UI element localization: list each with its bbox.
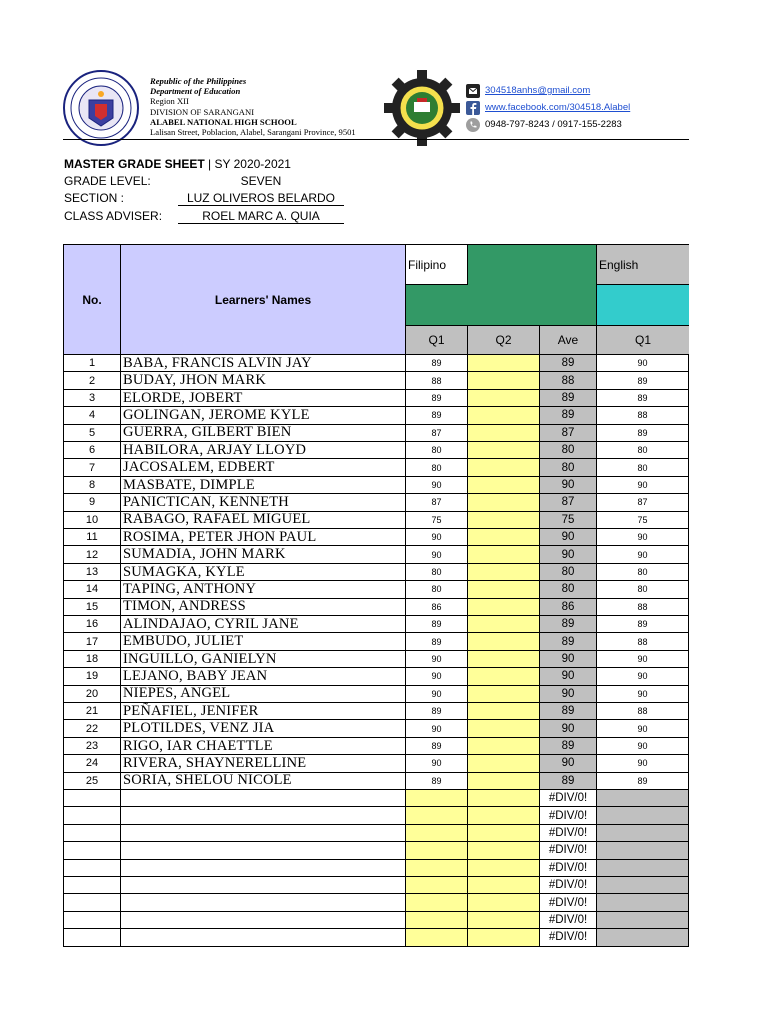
- row-number: 5: [63, 425, 121, 442]
- filipino-q2-grade[interactable]: [468, 512, 540, 529]
- empty-row-number: [63, 929, 121, 946]
- filipino-q2-grade[interactable]: [468, 773, 540, 790]
- row-number: 10: [63, 512, 121, 529]
- sheet-title-year: | SY 2020-2021: [204, 157, 291, 171]
- filipino-q1-grade[interactable]: 80: [406, 442, 468, 459]
- row-number: 8: [63, 477, 121, 494]
- english-q1-grade[interactable]: 90: [597, 720, 689, 737]
- subject-english-cyan-band: [597, 285, 689, 326]
- filipino-q1-grade[interactable]: 89: [406, 773, 468, 790]
- filipino-q2-grade[interactable]: [468, 686, 540, 703]
- empty-filipino-q1[interactable]: [406, 929, 468, 946]
- learner-name: JACOSALEM, EDBERT: [121, 459, 406, 476]
- english-q1-grade[interactable]: 80: [597, 581, 689, 598]
- empty-learner-name[interactable]: [121, 860, 406, 877]
- header-filipino-q2: Q2: [468, 326, 540, 355]
- filipino-q1-grade[interactable]: 89: [406, 633, 468, 650]
- english-q1-grade[interactable]: 89: [597, 390, 689, 407]
- learner-name: BABA, FRANCIS ALVIN JAY: [121, 355, 406, 372]
- section-label: SECTION :: [64, 191, 125, 205]
- filipino-average: 87: [540, 425, 597, 442]
- empty-filipino-average: #DIV/0!: [540, 860, 597, 877]
- english-q1-grade[interactable]: 90: [597, 668, 689, 685]
- header-divider: [63, 139, 689, 140]
- facebook-icon: [466, 101, 480, 115]
- subject-filipino-green-top: [468, 244, 597, 285]
- header-line-deped: Department of Education: [150, 86, 241, 97]
- english-q1-grade[interactable]: 90: [597, 686, 689, 703]
- filipino-q2-grade[interactable]: [468, 372, 540, 389]
- empty-filipino-q1[interactable]: [406, 877, 468, 894]
- row-number: 6: [63, 442, 121, 459]
- filipino-q2-grade[interactable]: [468, 755, 540, 772]
- learner-name: TAPING, ANTHONY: [121, 581, 406, 598]
- filipino-average: 89: [540, 407, 597, 424]
- filipino-q1-grade[interactable]: 90: [406, 477, 468, 494]
- filipino-q2-grade[interactable]: [468, 599, 540, 616]
- learner-name: RABAGO, RAFAEL MIGUEL: [121, 512, 406, 529]
- english-q1-grade[interactable]: 75: [597, 512, 689, 529]
- contact-facebook-row: [466, 99, 630, 116]
- filipino-q1-grade[interactable]: 90: [406, 529, 468, 546]
- english-q1-grade[interactable]: 80: [597, 564, 689, 581]
- filipino-q2-grade[interactable]: [468, 581, 540, 598]
- row-number: 15: [63, 599, 121, 616]
- learner-name: GOLINGAN, JEROME KYLE: [121, 407, 406, 424]
- empty-filipino-average: #DIV/0!: [540, 894, 597, 911]
- english-q1-grade[interactable]: 88: [597, 633, 689, 650]
- filipino-q1-grade[interactable]: 90: [406, 720, 468, 737]
- contact-email-row: [466, 82, 630, 99]
- filipino-q2-grade[interactable]: [468, 668, 540, 685]
- learner-name: TIMON, ANDRESS: [121, 599, 406, 616]
- empty-learner-name[interactable]: [121, 807, 406, 824]
- learner-name: INGUILLO, GANIELYN: [121, 651, 406, 668]
- header-filipino-ave: Ave: [540, 326, 597, 355]
- filipino-q1-grade[interactable]: 90: [406, 755, 468, 772]
- filipino-q1-grade[interactable]: 87: [406, 425, 468, 442]
- row-number: 20: [63, 686, 121, 703]
- row-number: 22: [63, 720, 121, 737]
- section-value: LUZ OLIVEROS BELARDO: [178, 191, 344, 206]
- row-number: 1: [63, 355, 121, 372]
- empty-learner-name[interactable]: [121, 790, 406, 807]
- row-number: 19: [63, 668, 121, 685]
- filipino-average: 80: [540, 564, 597, 581]
- filipino-q1-grade[interactable]: 90: [406, 668, 468, 685]
- learner-name: SUMADIA, JOHN MARK: [121, 546, 406, 563]
- filipino-average: 80: [540, 581, 597, 598]
- english-q1-grade[interactable]: 90: [597, 738, 689, 755]
- learner-name: ELORDE, JOBERT: [121, 390, 406, 407]
- filipino-average: 88: [540, 372, 597, 389]
- filipino-q2-grade[interactable]: [468, 494, 540, 511]
- sheet-title: [64, 157, 291, 171]
- filipino-average: 80: [540, 442, 597, 459]
- filipino-q1-grade[interactable]: 75: [406, 512, 468, 529]
- filipino-q2-grade[interactable]: [468, 564, 540, 581]
- filipino-average: 90: [540, 755, 597, 772]
- english-q1-grade[interactable]: 90: [597, 651, 689, 668]
- school-header: [150, 76, 356, 137]
- row-number: 14: [63, 581, 121, 598]
- subject-english: English: [597, 244, 689, 285]
- empty-learner-name[interactable]: [121, 877, 406, 894]
- subject-filipino-green-band: [406, 285, 597, 326]
- filipino-average: 89: [540, 738, 597, 755]
- empty-filipino-q2[interactable]: [468, 825, 540, 842]
- row-number: 2: [63, 372, 121, 389]
- filipino-q1-grade[interactable]: 89: [406, 616, 468, 633]
- empty-filipino-q2[interactable]: [468, 877, 540, 894]
- empty-filipino-average: #DIV/0!: [540, 912, 597, 929]
- filipino-q2-grade[interactable]: [468, 703, 540, 720]
- empty-english-q1: [597, 877, 689, 894]
- english-q1-grade[interactable]: 88: [597, 407, 689, 424]
- english-q1-grade[interactable]: 89: [597, 425, 689, 442]
- filipino-average: 90: [540, 546, 597, 563]
- filipino-q2-grade[interactable]: [468, 633, 540, 650]
- learner-name: RIGO, IAR CHAETTLE: [121, 738, 406, 755]
- empty-english-q1: [597, 790, 689, 807]
- filipino-average: 90: [540, 720, 597, 737]
- learner-name: ALINDAJAO, CYRIL JANE: [121, 616, 406, 633]
- learner-name: SORIA, SHELOU NICOLE: [121, 773, 406, 790]
- filipino-q2-grade[interactable]: [468, 651, 540, 668]
- filipino-average: 90: [540, 477, 597, 494]
- header-filipino-q1: Q1: [406, 326, 468, 355]
- empty-english-q1: [597, 929, 689, 946]
- grade-level-label: GRADE LEVEL:: [64, 174, 151, 188]
- deped-seal-icon: [63, 70, 139, 146]
- english-q1-grade[interactable]: 80: [597, 442, 689, 459]
- filipino-average: 90: [540, 668, 597, 685]
- phone-numbers: 0948-797-8243 / 0917-155-2283: [485, 119, 622, 130]
- english-q1-grade[interactable]: 89: [597, 773, 689, 790]
- empty-filipino-q1[interactable]: [406, 790, 468, 807]
- empty-learner-name[interactable]: [121, 825, 406, 842]
- empty-filipino-average: #DIV/0!: [540, 790, 597, 807]
- filipino-q2-grade[interactable]: [468, 425, 540, 442]
- filipino-q2-grade[interactable]: [468, 529, 540, 546]
- row-number: 9: [63, 494, 121, 511]
- learner-name: SUMAGKA, KYLE: [121, 564, 406, 581]
- empty-filipino-average: #DIV/0!: [540, 877, 597, 894]
- empty-row-number: [63, 807, 121, 824]
- filipino-average: 90: [540, 529, 597, 546]
- empty-filipino-q2[interactable]: [468, 790, 540, 807]
- empty-english-q1: [597, 807, 689, 824]
- filipino-average: 89: [540, 773, 597, 790]
- filipino-q2-grade[interactable]: [468, 546, 540, 563]
- filipino-average: 89: [540, 633, 597, 650]
- learner-name: PEÑAFIEL, JENIFER: [121, 703, 406, 720]
- filipino-q2-grade[interactable]: [468, 738, 540, 755]
- empty-row-number: [63, 842, 121, 859]
- empty-filipino-average: #DIV/0!: [540, 825, 597, 842]
- filipino-q1-grade[interactable]: 90: [406, 651, 468, 668]
- filipino-q1-grade[interactable]: 80: [406, 459, 468, 476]
- empty-filipino-q1[interactable]: [406, 825, 468, 842]
- filipino-q2-grade[interactable]: [468, 477, 540, 494]
- empty-filipino-q1[interactable]: [406, 842, 468, 859]
- contact-phone-row: [466, 116, 630, 133]
- school-gear-logo-icon: [382, 68, 462, 148]
- english-q1-grade[interactable]: 89: [597, 616, 689, 633]
- empty-english-q1: [597, 860, 689, 877]
- learner-name: NIEPES, ANGEL: [121, 686, 406, 703]
- adviser-label: CLASS ADVISER:: [64, 209, 163, 223]
- empty-row-number: [63, 825, 121, 842]
- adviser-value: ROEL MARC A. QUIA: [178, 209, 344, 224]
- header-line-address: Lalisan Street, Poblacion, Alabel, Sarangani Province, 9501: [150, 127, 356, 138]
- empty-row-number: [63, 860, 121, 877]
- learner-name: GUERRA, GILBERT BIEN: [121, 425, 406, 442]
- empty-row-number: [63, 894, 121, 911]
- row-number: 17: [63, 633, 121, 650]
- english-q1-grade[interactable]: 87: [597, 494, 689, 511]
- filipino-q2-grade[interactable]: [468, 616, 540, 633]
- empty-filipino-q2[interactable]: [468, 912, 540, 929]
- header-line-division: DIVISION OF SARANGANI: [150, 106, 255, 117]
- grade-table: [63, 244, 689, 948]
- header-line-republic: Republic of the Philippines: [150, 76, 247, 86]
- filipino-average: 75: [540, 512, 597, 529]
- empty-learner-name[interactable]: [121, 912, 406, 929]
- filipino-q1-grade[interactable]: 89: [406, 407, 468, 424]
- empty-english-q1: [597, 912, 689, 929]
- english-q1-grade[interactable]: 80: [597, 459, 689, 476]
- filipino-q2-grade[interactable]: [468, 442, 540, 459]
- filipino-average: 90: [540, 686, 597, 703]
- empty-filipino-q2[interactable]: [468, 860, 540, 877]
- row-number: 3: [63, 390, 121, 407]
- filipino-q1-grade[interactable]: 89: [406, 390, 468, 407]
- empty-filipino-q1[interactable]: [406, 912, 468, 929]
- filipino-q1-grade[interactable]: 90: [406, 546, 468, 563]
- filipino-q1-grade[interactable]: 89: [406, 355, 468, 372]
- empty-filipino-average: #DIV/0!: [540, 807, 597, 824]
- empty-filipino-q1[interactable]: [406, 860, 468, 877]
- row-number: 23: [63, 738, 121, 755]
- learner-name: HABILORA, ARJAY LLOYD: [121, 442, 406, 459]
- filipino-q2-grade[interactable]: [468, 407, 540, 424]
- row-number: 18: [63, 651, 121, 668]
- empty-filipino-q2[interactable]: [468, 894, 540, 911]
- row-number: 25: [63, 773, 121, 790]
- empty-filipino-q2[interactable]: [468, 807, 540, 824]
- empty-english-q1: [597, 825, 689, 842]
- filipino-q1-grade[interactable]: 86: [406, 599, 468, 616]
- filipino-q2-grade[interactable]: [468, 355, 540, 372]
- email-icon: [466, 84, 480, 98]
- filipino-q2-grade[interactable]: [468, 720, 540, 737]
- header-line-school: ALABEL NATIONAL HIGH SCHOOL: [150, 116, 297, 127]
- empty-filipino-q1[interactable]: [406, 807, 468, 824]
- learner-name: PLOTILDES, VENZ JIA: [121, 720, 406, 737]
- english-q1-grade[interactable]: 88: [597, 703, 689, 720]
- empty-learner-name[interactable]: [121, 929, 406, 946]
- learner-name: BUDAY, JHON MARK: [121, 372, 406, 389]
- empty-learner-name[interactable]: [121, 842, 406, 859]
- filipino-average: 90: [540, 651, 597, 668]
- filipino-q1-grade[interactable]: 87: [406, 494, 468, 511]
- row-number: 13: [63, 564, 121, 581]
- empty-filipino-q2[interactable]: [468, 929, 540, 946]
- english-q1-grade[interactable]: 88: [597, 599, 689, 616]
- subject-filipino: Filipino: [406, 244, 468, 285]
- grade-level-value: SEVEN: [240, 174, 282, 188]
- filipino-q1-grade[interactable]: 80: [406, 564, 468, 581]
- header-no: No.: [63, 244, 121, 355]
- filipino-q2-grade[interactable]: [468, 459, 540, 476]
- facebook-link[interactable]: www.facebook.com/304518.Alabel: [485, 102, 631, 113]
- english-q1-grade[interactable]: 90: [597, 477, 689, 494]
- filipino-average: 89: [540, 355, 597, 372]
- filipino-average: 86: [540, 599, 597, 616]
- learner-name: MASBATE, DIMPLE: [121, 477, 406, 494]
- empty-filipino-q1[interactable]: [406, 894, 468, 911]
- header-learners-names: Learners' Names: [121, 244, 406, 355]
- contact-block: [466, 82, 630, 133]
- filipino-average: 89: [540, 703, 597, 720]
- filipino-average: 87: [540, 494, 597, 511]
- learner-name: LEJANO, BABY JEAN: [121, 668, 406, 685]
- empty-english-q1: [597, 842, 689, 859]
- filipino-average: 80: [540, 459, 597, 476]
- row-number: 11: [63, 529, 121, 546]
- row-number: 4: [63, 407, 121, 424]
- row-number: 21: [63, 703, 121, 720]
- learner-name: PANICTICAN, KENNETH: [121, 494, 406, 511]
- filipino-q1-grade[interactable]: 90: [406, 686, 468, 703]
- english-q1-grade[interactable]: 90: [597, 529, 689, 546]
- phone-icon: [466, 118, 480, 132]
- header-line-region: Region XII: [150, 96, 189, 107]
- empty-learner-name[interactable]: [121, 894, 406, 911]
- row-number: 16: [63, 616, 121, 633]
- email-link[interactable]: 304518anhs@gmail.com: [485, 85, 591, 96]
- filipino-q1-grade[interactable]: 89: [406, 738, 468, 755]
- row-number: 7: [63, 459, 121, 476]
- filipino-average: 89: [540, 616, 597, 633]
- filipino-average: 89: [540, 390, 597, 407]
- empty-row-number: [63, 877, 121, 894]
- header-english-q1: Q1: [597, 326, 689, 355]
- empty-filipino-average: #DIV/0!: [540, 929, 597, 946]
- english-q1-grade[interactable]: 90: [597, 355, 689, 372]
- row-number: 12: [63, 546, 121, 563]
- empty-filipino-q2[interactable]: [468, 842, 540, 859]
- filipino-q1-grade[interactable]: 80: [406, 581, 468, 598]
- english-q1-grade[interactable]: 89: [597, 372, 689, 389]
- filipino-q1-grade[interactable]: 88: [406, 372, 468, 389]
- english-q1-grade[interactable]: 90: [597, 546, 689, 563]
- empty-filipino-average: #DIV/0!: [540, 842, 597, 859]
- filipino-q2-grade[interactable]: [468, 390, 540, 407]
- english-q1-grade[interactable]: 90: [597, 755, 689, 772]
- empty-row-number: [63, 912, 121, 929]
- row-number: 24: [63, 755, 121, 772]
- empty-english-q1: [597, 894, 689, 911]
- learner-name: RIVERA, SHAYNERELLINE: [121, 755, 406, 772]
- filipino-q1-grade[interactable]: 89: [406, 703, 468, 720]
- learner-name: ROSIMA, PETER JHON PAUL: [121, 529, 406, 546]
- empty-row-number: [63, 790, 121, 807]
- learner-name: EMBUDO, JULIET: [121, 633, 406, 650]
- sheet-title-bold: MASTER GRADE SHEET: [64, 157, 205, 171]
